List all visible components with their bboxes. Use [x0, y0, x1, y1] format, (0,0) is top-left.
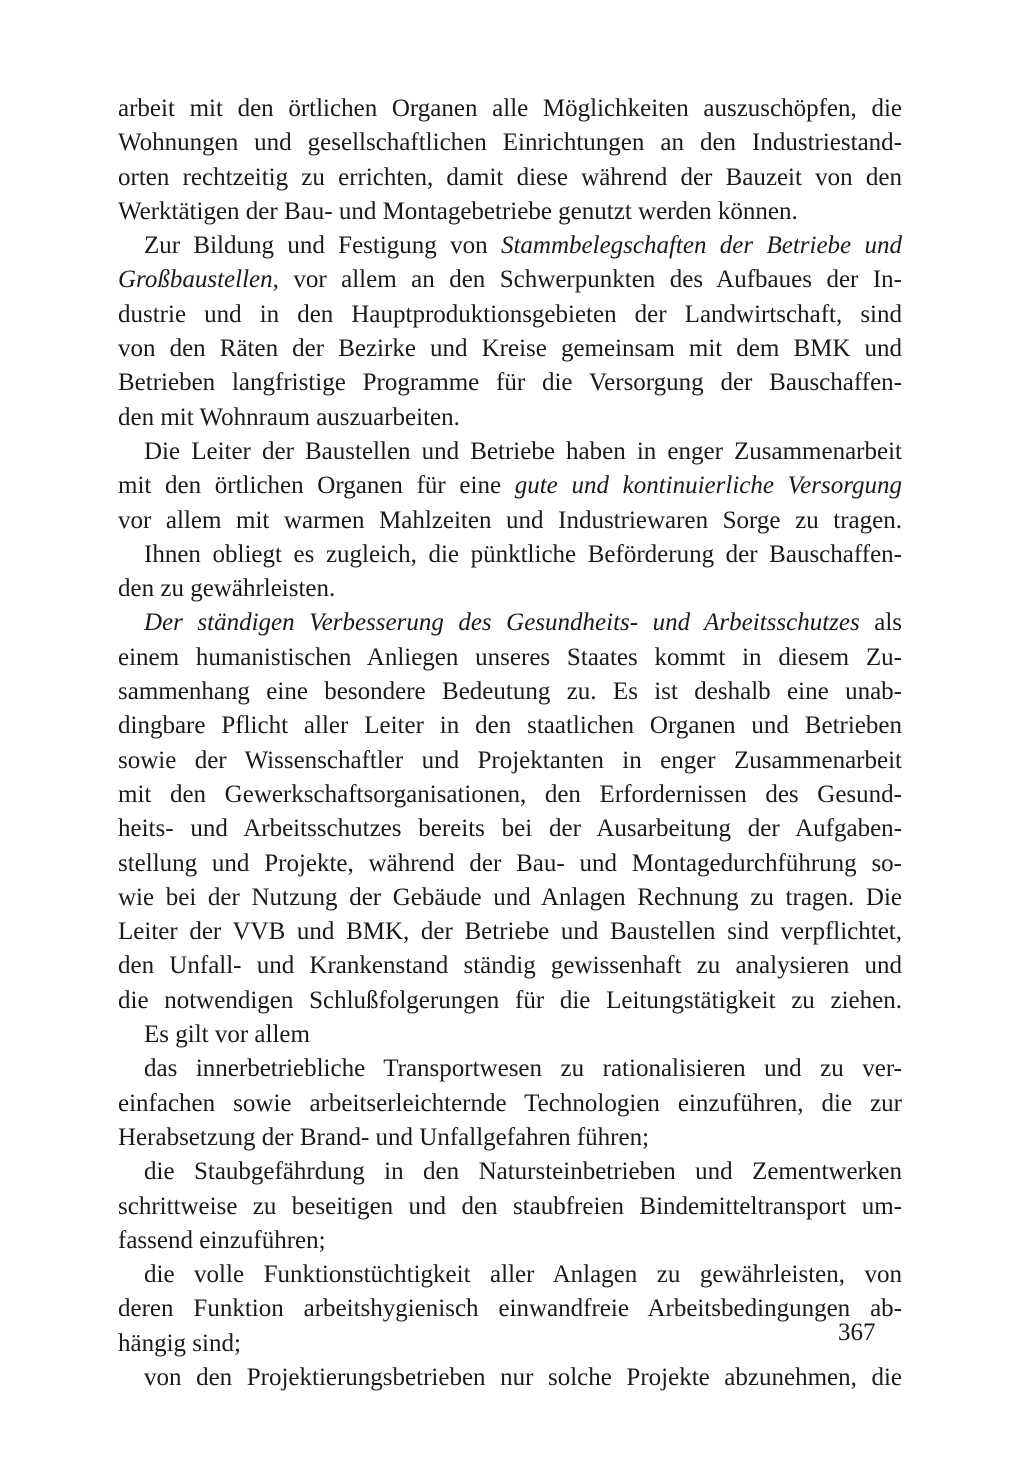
text-line [118, 606, 902, 640]
text-line: vor allem mit warmen Mahlzeiten und Industriewaren Sorge zu tragen. [118, 506, 902, 534]
text-line: das innerbetriebliche Transportwesen zu rationalisieren und zu ver- [144, 1055, 902, 1083]
text-line: von den Projektierungsbetrieben nur solche Projekte abzunehmen, die [144, 1363, 902, 1391]
text-line: sammenhang eine besondere Bedeutung zu. Es ist deshalb eine unab- [118, 678, 902, 706]
text-run: vor allem an den Schwerpunkten des Aufbaues der In- [278, 266, 902, 294]
text-line: die notwendigen Schlußfolgerungen für die Leitungstätigkeit zu ziehen. [118, 986, 902, 1014]
text-line: deren Funktion arbeitshygienisch einwandfreie Arbeitsbedingungen ab- [118, 1295, 902, 1323]
emphasized-text: Großbaustellen, [118, 266, 279, 294]
text-line: einem humanistischen Anliegen unseres Staates kommt in diesem Zu- [118, 643, 902, 671]
text-line: die Staubgefährdung in den Natursteinbetrieben und Zementwerken [144, 1158, 902, 1186]
text-line: Wohnungen und gesellschaftlichen Einrichtungen an den Industriestand- [118, 129, 902, 157]
text-line: den mit Wohnraum auszuarbeiten. [118, 403, 460, 431]
text-line [118, 469, 902, 503]
text-line: Die Leiter der Baustellen und Betriebe haben in enger Zusammenarbeit [144, 437, 902, 465]
text-line [118, 263, 902, 297]
text-line: heits- und Arbeitsschutzes bereits bei der Ausarbeitung der Aufgaben- [118, 815, 902, 843]
text-line: Es gilt vor allem [144, 1021, 310, 1049]
text-line [118, 229, 902, 263]
text-line: die volle Funktionstüchtigkeit aller Anlagen zu gewährleisten, von [144, 1261, 902, 1289]
text-line: Betrieben langfristige Programme für die Versorgung der Bauschaffen- [118, 369, 902, 397]
emphasized-text: gute und kontinuierliche Versorgung [514, 472, 902, 500]
text-line: den Unfall- und Krankenstand ständig gewissenhaft zu analysieren und [118, 952, 902, 980]
text-run: mit den örtlichen Organen für eine [118, 472, 515, 500]
text-line: hängig sind; [118, 1329, 241, 1357]
text-line: mit den Gewerkschaftsorganisationen, den Erfordernissen des Gesund- [118, 780, 902, 808]
text-line: schrittweise zu beseitigen und den staubfreien Bindemitteltransport um- [118, 1192, 902, 1220]
text-line: sowie der Wissenschaftler und Projektanten in enger Zusammenarbeit [118, 746, 902, 774]
text-line: wie bei der Nutzung der Gebäude und Anlagen Rechnung zu tragen. Die [118, 883, 902, 911]
text-line: einfachen sowie arbeitserleichternde Technologien einzuführen, die zur [118, 1089, 902, 1117]
text-run: als [859, 609, 902, 637]
text-line: von den Räten der Bezirke und Kreise gemeinsam mit dem BMK und [118, 335, 902, 363]
emphasized-text: Stammbelegschaften der Betriebe und [500, 232, 902, 260]
text-line: dustrie und in den Hauptproduktionsgebieten der Landwirtschaft, sind [118, 300, 902, 328]
text-run: Zur Bildung und Festigung von [144, 232, 501, 260]
text-line: Leiter der VVB und BMK, der Betriebe und Baustellen sind verpflichtet, [118, 918, 902, 946]
body-text [118, 92, 902, 1395]
text-line: den zu gewährleisten. [118, 575, 336, 603]
text-line: Werktätigen der Bau- und Montagebetriebe genutzt werden können. [118, 197, 798, 225]
text-line: orten rechtzeitig zu errichten, damit diese während der Bauzeit von den [118, 163, 902, 191]
text-line: arbeit mit den örtlichen Organen alle Möglichkeiten auszuschöpfen, die [118, 95, 902, 122]
emphasized-text: Der ständigen Verbesserung des Gesundheits- und Arbeitsschutzes [144, 609, 860, 637]
text-line: Ihnen obliegt es zugleich, die pünktliche Beförderung der Bauschaffen- [144, 540, 902, 568]
text-line: Herabsetzung der Brand- und Unfallgefahren führen; [118, 1123, 650, 1151]
text-line: fassend einzuführen; [118, 1226, 326, 1254]
page-number: 367 [838, 1319, 876, 1346]
text-line: stellung und Projekte, während der Bau- und Montagedurchführung so- [118, 849, 902, 877]
text-line: dingbare Pflicht aller Leiter in den staatlichen Organen und Betrieben [118, 712, 902, 740]
